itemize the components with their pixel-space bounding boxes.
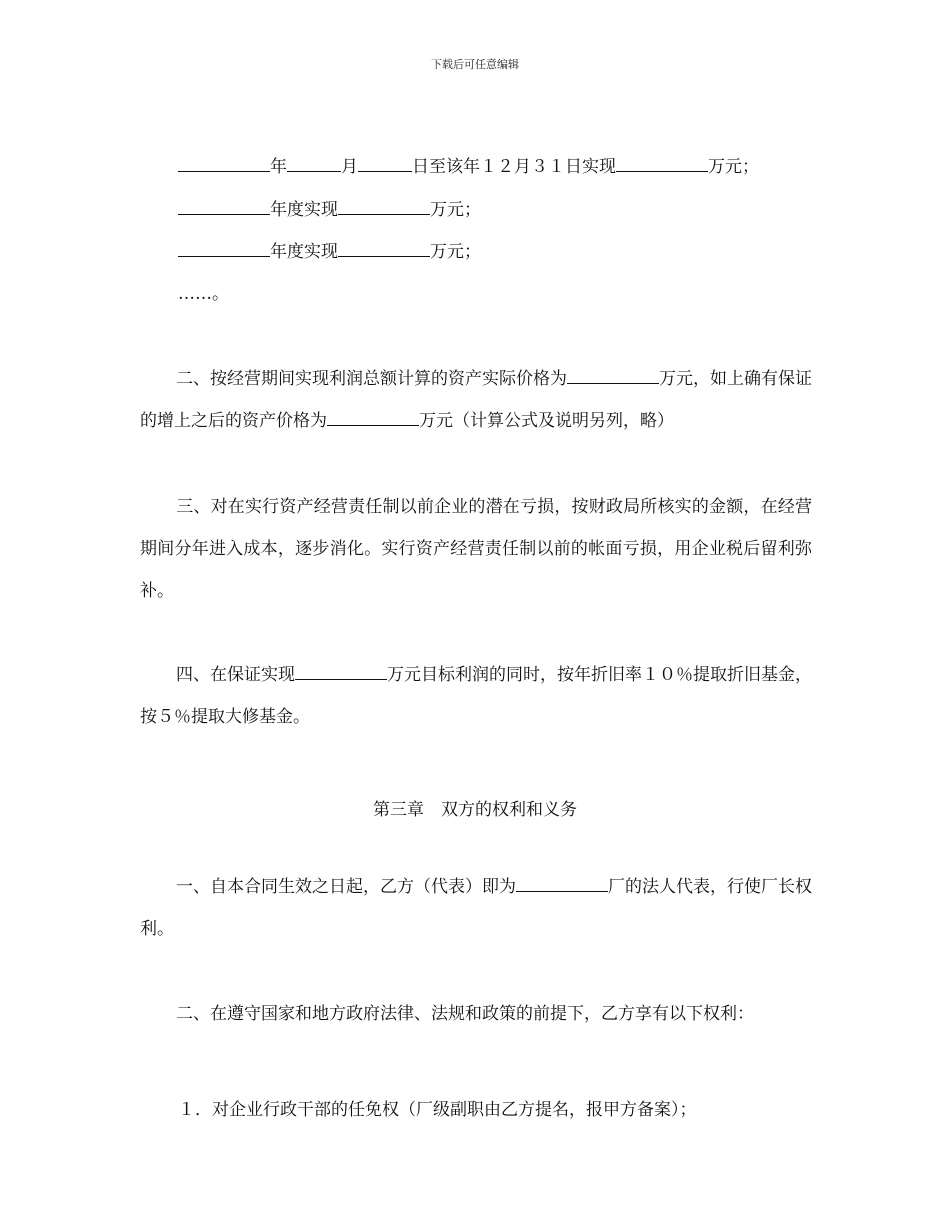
chapter-title: 第三章 双方的权利和义务 xyxy=(373,800,577,820)
rights-item-one: １．对企业行政干部的任免权（厂级副职由乙方提名，报甲方备案）； xyxy=(178,1100,697,1120)
text-segment: 万元； xyxy=(708,157,759,177)
ellipsis-line: ……。 xyxy=(178,284,229,304)
blank-field[interactable] xyxy=(358,156,412,172)
blank-field[interactable] xyxy=(327,410,419,426)
text-segment: 四、在保证实现 xyxy=(176,665,295,685)
text-segment: 万元； xyxy=(430,242,481,262)
clause-four-depreciation xyxy=(140,654,812,738)
target-line-3 xyxy=(178,241,481,263)
text-segment: 三、对在实行资产经营责任制以前企业的潜在亏损，按财政局所核实的金额，在经营期间分年进入成本，逐步消化。实行资产经营责任制以前的帐面亏损，用企业税后留利弥补。 xyxy=(140,497,812,601)
text-segment: 二、按经营期间实现利润总额计算的资产实际价格为 xyxy=(176,369,567,389)
target-line-2 xyxy=(178,199,481,221)
blank-field[interactable] xyxy=(178,199,270,215)
text-segment: 万元，如上确有保证的增上之后的资产价格为 xyxy=(140,369,812,431)
text-segment: 万元目标利润的同时，按年折旧率１０％提取折旧基金，按５％提取大修基金。 xyxy=(140,665,812,727)
clause-two-asset-price xyxy=(140,358,812,442)
text-segment: 一、自本合同生效之日起，乙方（代表）即为 xyxy=(176,877,516,897)
blank-field[interactable] xyxy=(295,664,387,680)
blank-field[interactable] xyxy=(567,368,659,384)
text-segment: 万元； xyxy=(430,200,481,220)
text-segment: 二、在遵守国家和地方政府法律、法规和政策的前提下，乙方享有以下权利： xyxy=(176,1004,754,1024)
blank-field[interactable] xyxy=(516,876,608,892)
blank-field[interactable] xyxy=(178,241,270,257)
text-segment: 厂的法人代表，行使厂长权利。 xyxy=(140,877,812,939)
text-segment: 日至该年１２月３１日实现 xyxy=(412,157,616,177)
text-segment: 月 xyxy=(341,157,358,177)
page-header-note: 下载后可任意编辑 xyxy=(431,58,519,71)
rights-clause-one xyxy=(140,866,812,950)
text-segment: 年度实现 xyxy=(270,200,338,220)
text-segment: 年度实现 xyxy=(270,242,338,262)
blank-field[interactable] xyxy=(338,241,430,257)
blank-field[interactable] xyxy=(287,156,341,172)
rights-clause-two xyxy=(140,993,812,1035)
blank-field[interactable] xyxy=(616,156,708,172)
clause-three-losses xyxy=(140,486,812,612)
text-segment: 年 xyxy=(270,157,287,177)
blank-field[interactable] xyxy=(338,199,430,215)
blank-field[interactable] xyxy=(178,156,270,172)
text-segment: 万元（计算公式及说明另列，略） xyxy=(419,411,674,431)
target-line-1 xyxy=(178,156,759,178)
